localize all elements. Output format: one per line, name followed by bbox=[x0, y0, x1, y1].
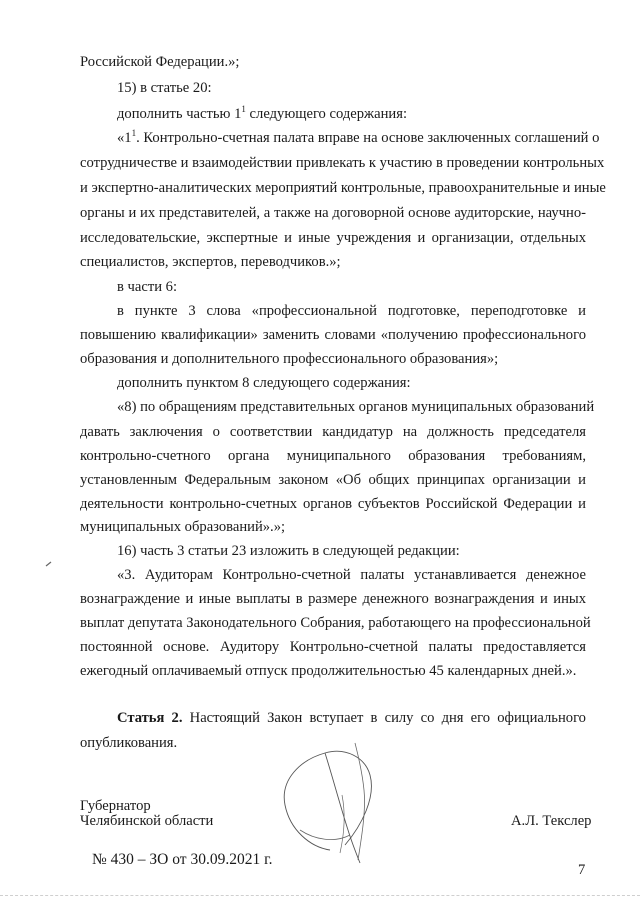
text-line: ежегодный оплачиваемый отпуск продолжительностью 45 календарных дней.». bbox=[80, 663, 577, 679]
article-line bbox=[117, 709, 586, 727]
text-line: исследовательские, экспертные и иные учреждения и организации, отдельных bbox=[80, 230, 586, 246]
text-line: 15) в статье 20: bbox=[117, 80, 212, 96]
text-line: Российской Федерации.»; bbox=[80, 54, 240, 70]
text-fragment: «1 bbox=[117, 130, 132, 146]
text-line: в пункте 3 слова «профессиональной подготовке, переподготовке и bbox=[117, 303, 586, 319]
article-text: Настоящий Закон вступает в силу со дня его официального bbox=[182, 710, 586, 726]
governor-region: Челябинской области bbox=[80, 813, 214, 829]
text-line: вознаграждение и иные выплаты в размере денежного вознаграждения и иных bbox=[80, 591, 586, 607]
superscript: 1 bbox=[131, 128, 137, 138]
text-line: в части 6: bbox=[117, 279, 178, 295]
text-line: опубликования. bbox=[80, 735, 178, 751]
text-line: контрольно-счетного органа муниципального образования требованиям, bbox=[80, 448, 586, 464]
stray-mark bbox=[45, 560, 53, 568]
text-line: муниципальных образований».»; bbox=[80, 519, 286, 535]
text-line bbox=[117, 105, 586, 123]
text-line: повышению квалификации» заменить словами «получению профессионального bbox=[80, 327, 586, 343]
text-line: «3. Аудиторам Контрольно-счетной палаты устанавливается денежное bbox=[117, 567, 586, 583]
text-line: и экспертно-аналитических мероприятий контрольные, правоохранительные и иные bbox=[80, 180, 606, 196]
text-fragment: . Контрольно-счетная палата вправе на основе заключенных соглашений о bbox=[136, 130, 600, 146]
text-line: давать заключения о соответствии кандидатур на должность председателя bbox=[80, 424, 586, 440]
text-fragment: следующего содержания: bbox=[245, 106, 408, 122]
governor-signature bbox=[270, 735, 390, 870]
text-line: образования и дополнительного профессионального образования»; bbox=[80, 351, 499, 367]
article-label: Статья 2. bbox=[117, 710, 183, 726]
text-line: сотрудничестве и взаимодействии привлекать к участию в проведении контрольных bbox=[80, 155, 605, 171]
text-line: установленным Федеральным законом «Об общих принципах организации и bbox=[80, 472, 586, 488]
superscript: 1 bbox=[241, 104, 246, 114]
text-line bbox=[117, 128, 600, 147]
text-line: специалистов, экспертов, переводчиков.»; bbox=[80, 254, 341, 270]
text-line: 16) часть 3 статьи 23 изложить в следующей редакции: bbox=[117, 543, 460, 559]
scan-edge bbox=[0, 895, 640, 898]
page-number: 7 bbox=[578, 862, 586, 878]
text-line: выплат депутата Законодательного Собрания, работающего на профессиональной bbox=[80, 615, 591, 631]
text-line: деятельности контрольно-счетных органов субъектов Российской Федерации и bbox=[80, 496, 586, 512]
law-number: № 430 – ЗО от 30.09.2021 г. bbox=[92, 851, 273, 868]
governor-name: А.Л. Текслер bbox=[511, 813, 592, 829]
text-fragment: дополнить частью 1 bbox=[117, 106, 242, 122]
text-line: дополнить пунктом 8 следующего содержания: bbox=[117, 375, 411, 391]
text-line: постоянной основе. Аудитору Контрольно-счетной палаты предоставляется bbox=[80, 639, 586, 655]
text-line: «8) по обращениям представительных органов муниципальных образований bbox=[117, 399, 595, 415]
text-line: органы и их представителей, а также на договорной основе аудиторские, научно- bbox=[80, 205, 586, 221]
governor-title: Губернатор bbox=[80, 798, 151, 814]
